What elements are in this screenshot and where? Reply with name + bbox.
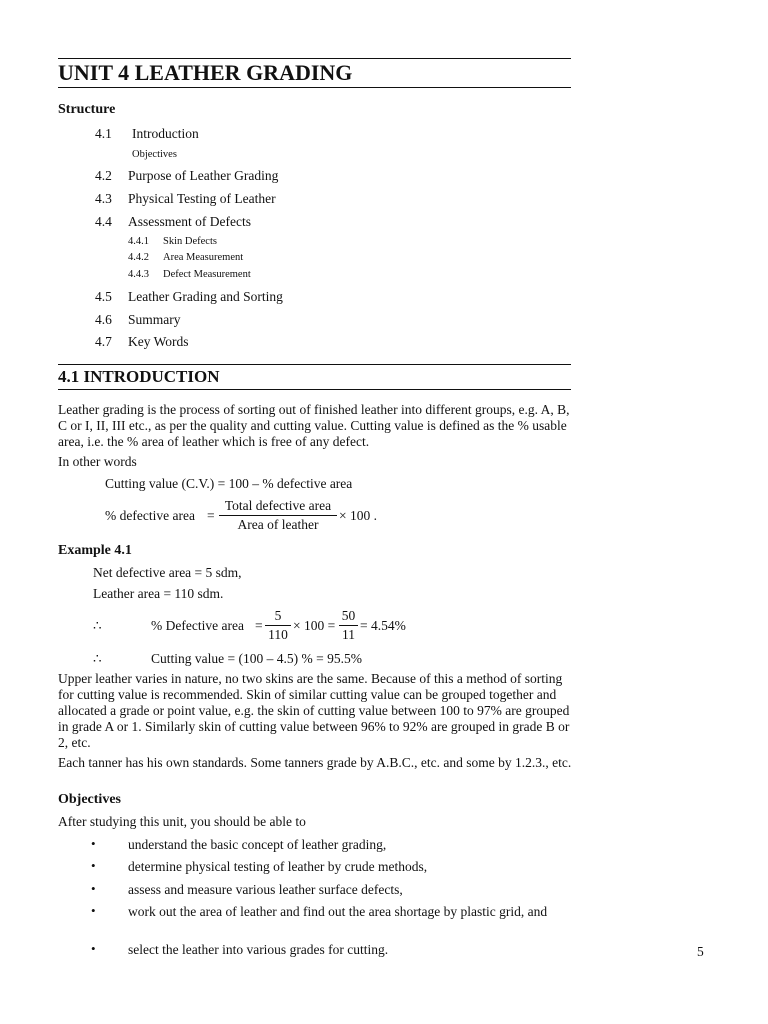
toc-item-label: Physical Testing of Leather <box>128 191 276 206</box>
fraction-numerator: 5 <box>265 608 291 626</box>
toc-item-num: 4.5 <box>95 289 112 304</box>
fraction-denominator: 11 <box>342 627 355 642</box>
toc-item-label: Summary <box>128 312 181 327</box>
defective-area-lhs: % defective area <box>105 508 195 523</box>
example-heading: Example 4.1 <box>58 543 132 558</box>
bullet: • <box>91 836 96 851</box>
calc-result: = 4.54% <box>360 618 406 633</box>
equals-sign: = <box>207 508 215 523</box>
cutting-value-formula: Cutting value (C.V.) = 100 – % defective area <box>105 476 353 491</box>
toc-item-label: Leather Grading and Sorting <box>128 289 283 304</box>
toc-item-num: 4.3 <box>95 191 112 206</box>
fraction-numerator: Total defective area <box>219 498 337 516</box>
toc-item-label: Key Words <box>128 334 189 349</box>
toc-subitem-label: Area Measurement <box>163 252 244 263</box>
toc-subitem: Objectives <box>132 149 177 160</box>
toc-item-num: 4.2 <box>95 168 112 183</box>
cutting-value-result: Cutting value = (100 – 4.5) % = 95.5% <box>151 651 362 666</box>
list-item: select the leather into various grades for cutting. <box>128 942 389 957</box>
toc-item-num: 4.1 <box>95 126 112 141</box>
toc-item-num: 4.4 <box>95 214 112 229</box>
toc-item-label: Purpose of Leather Grading <box>128 168 279 183</box>
list-item: determine physical testing of leather by crude methods, <box>128 859 428 874</box>
section-rule-top <box>58 364 571 365</box>
therefore-symbol: ∴ <box>93 618 102 633</box>
list-item: work out the area of leather and find out the area shortage by plastic grid, and <box>128 904 548 919</box>
defective-area-fraction <box>219 498 337 533</box>
fraction-multiplier: × 100 . <box>339 508 377 523</box>
other-words-text: In other words <box>58 454 137 469</box>
toc-item-label: Assessment of Defects <box>128 214 251 229</box>
toc-subitem-label: Skin Defects <box>163 236 217 247</box>
fraction-5-over-110 <box>265 608 291 643</box>
page-number: 5 <box>697 944 704 959</box>
tanner-standards-paragraph: Each tanner has his own standards. Some tanners grade by A.B.C., etc. and some by 1.2.3., etc. <box>58 755 572 770</box>
list-item: understand the basic concept of leather grading, <box>128 837 387 852</box>
list-item: assess and measure various leather surface defects, <box>128 882 403 897</box>
objectives-heading: Objectives <box>58 792 121 807</box>
section-heading: 4.1 INTRODUCTION <box>58 367 220 386</box>
therefore-symbol: ∴ <box>93 651 102 666</box>
bullet: • <box>91 903 96 918</box>
fraction-denominator: Area of leather <box>237 517 319 532</box>
fraction-denominator: 110 <box>268 627 288 642</box>
fraction-50-over-11 <box>339 608 358 643</box>
fraction-numerator: 50 <box>339 608 358 626</box>
bullet: • <box>91 941 96 956</box>
top-rule <box>58 58 571 59</box>
toc-subitem-label: Defect Measurement <box>163 269 251 280</box>
structure-heading: Structure <box>58 102 116 117</box>
calc-lhs: % Defective area <box>151 618 244 633</box>
example-line: Leather area = 110 sdm. <box>93 586 224 601</box>
toc-item-num: 4.7 <box>95 334 112 349</box>
bullet: • <box>91 881 96 896</box>
section-rule-bottom <box>58 389 571 390</box>
toc-item-label: Introduction <box>132 126 199 141</box>
example-line: Net defective area = 5 sdm, <box>93 565 242 580</box>
calc-middle: × 100 = <box>293 618 336 633</box>
toc-item-num: 4.6 <box>95 312 112 327</box>
equals-sign: = <box>255 618 263 633</box>
upper-leather-paragraph: Upper leather varies in nature, no two skins are the same. Because of this a method of sorting for cutting value is recommended. Skin of similar cutting value can be grouped together and allocated a grade or point value, e.g. the skin of cutting value between 100 to 97% are grouped in grade A or 1. Similarly skin of cutting value between 96% to 92% are grouped in grade B or 2, etc. <box>58 671 570 750</box>
intro-paragraph: Leather grading is the process of sorting out of finished leather into different groups, e.g. A, B, C or I, II, III etc., as per the quality and cutting value. Cutting value is defined as the % usable area, i.e. the % area of leather which is free of any defect. <box>58 402 570 449</box>
toc-subitem-num: 4.4.1 <box>128 236 149 247</box>
toc-subitem-num: 4.4.3 <box>128 269 149 280</box>
title-rule <box>58 87 571 88</box>
bullet: • <box>91 858 96 873</box>
unit-title: UNIT 4 LEATHER GRADING <box>58 60 353 85</box>
objectives-intro: After studying this unit, you should be able to <box>58 814 306 829</box>
toc-subitem-num: 4.4.2 <box>128 252 149 263</box>
